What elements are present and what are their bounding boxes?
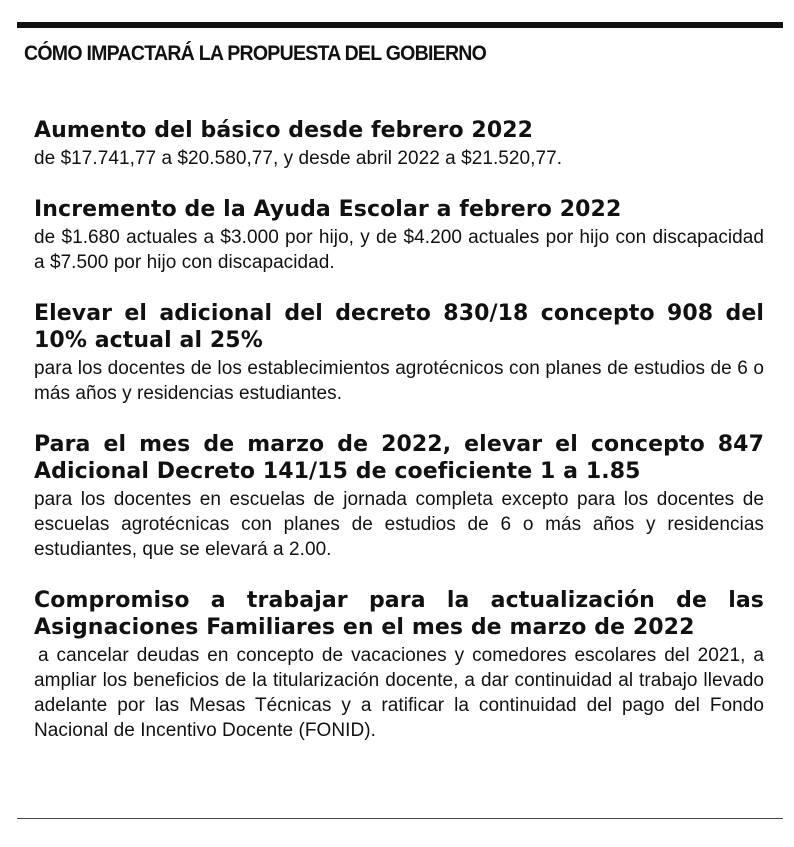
proposal-body: de $1.680 actuales a $3.000 por hijo, y de $4.200 actuales por hijo con discapacidad a $7.500 por hijo con discapacidad. (34, 227, 764, 273)
proposal-item-family-allowances (34, 587, 764, 743)
proposal-item-concept-847 (34, 431, 764, 562)
proposal-title: Para el mes de marzo de 2022, elevar el concepto 847 Adicional Decreto 141/15 de coeficiente 1 a 1.85 (34, 432, 764, 484)
proposal-body: de $17.741,77 a $20.580,77, y desde abril 2022 a $21.520,77. (34, 148, 563, 169)
proposal-list (34, 117, 764, 768)
proposal-item-basic-salary (34, 117, 764, 171)
proposal-item-school-aid (34, 196, 764, 275)
proposal-title: Incremento de la Ayuda Escolar a febrero 2022 (34, 197, 622, 222)
top-rule (17, 22, 783, 28)
proposal-title: Elevar el adicional del decreto 830/18 concepto 908 del 10% actual al 25% (34, 301, 764, 353)
proposal-body: para los docentes de los establecimientos agrotécnicos con planes de estudios de 6 o más años y residencias estudiantes. (34, 358, 764, 404)
proposal-item-decree-830 (34, 300, 764, 406)
proposal-body: para los docentes en escuelas de jornada completa excepto para los docentes de escuelas agrotécnicas con planes de estudios de 6 o más años y residencias estudiantes, que se elevará a 2.00. (34, 489, 764, 560)
headline: CÓMO IMPACTARÁ LA PROPUESTA DEL GOBIERNO (24, 42, 487, 65)
proposal-body: a cancelar deudas en concepto de vacaciones y comedores escolares del 2021, a ampliar los beneficios de la titularización docente, a dar continuidad al trabajo llevado adelante por las Mesas Técnicas y a ratificar la continuidad del pago del Fondo Nacional de Incentivo Docente (FONID). (34, 645, 764, 741)
proposal-title: Compromiso a trabajar para la actualización de las Asignaciones Familiares en el mes de marzo de 2022 (34, 588, 764, 640)
bottom-rule (17, 818, 783, 819)
proposal-title: Aumento del básico desde febrero 2022 (34, 118, 534, 143)
